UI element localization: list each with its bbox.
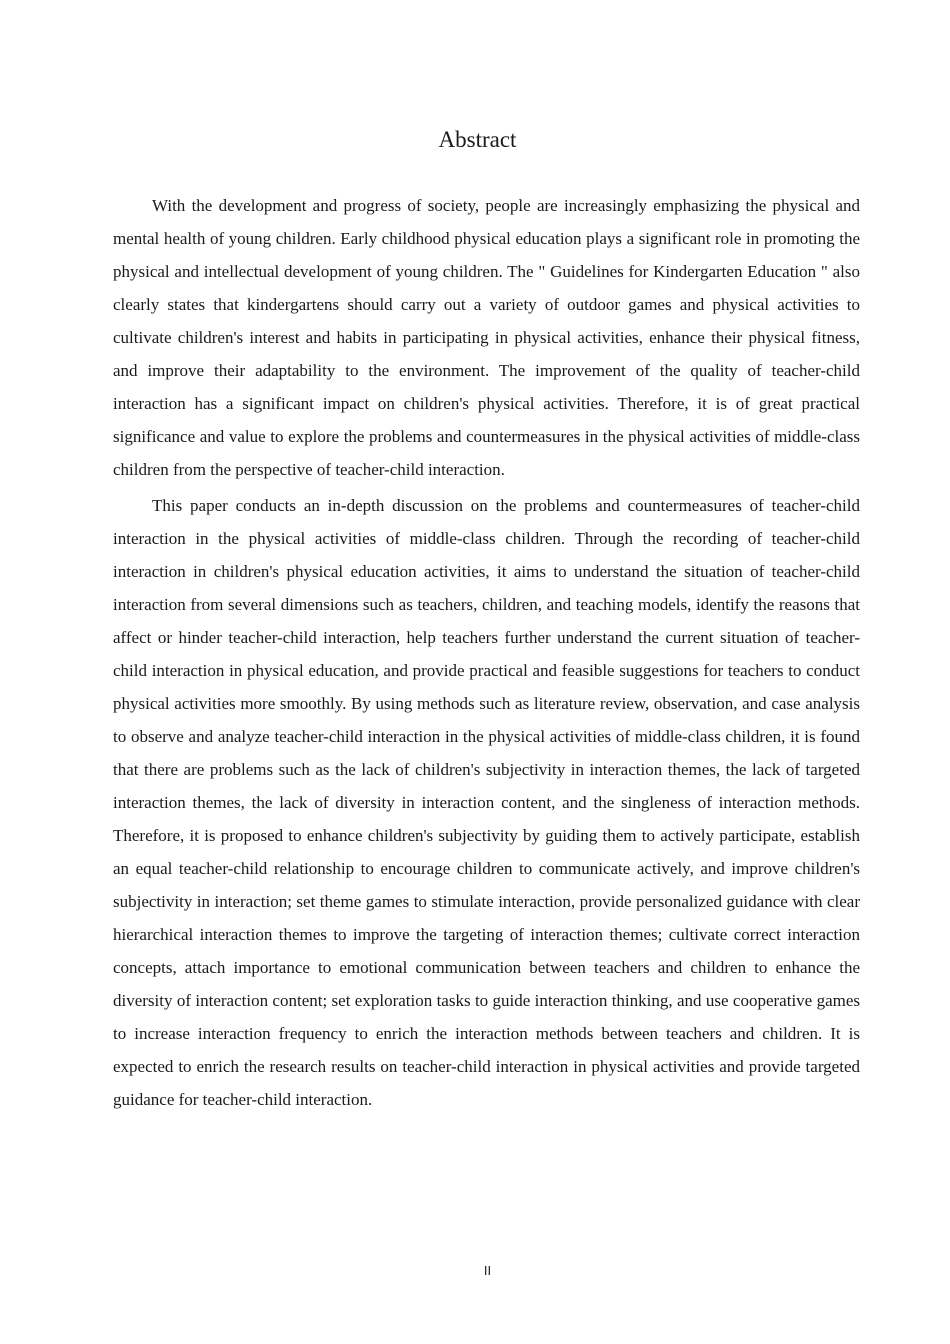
abstract-paragraph-1: With the development and progress of society, people are increasingly emphasizing the physical and mental health of young children. Early childhood physical education plays a significant role in promoting the physical and intellectual development of young children. The " Guidelines for Kindergarten Education " also clearly states that kindergartens should carry out a variety of outdoor games and physical activities to cultivate children's interest and habits in participating in physical activities, enhance their physical fitness, and improve their adaptability to the environment. The improvement of the quality of teacher-child interaction has a significant impact on children's physical activities. Therefore, it is of great practical significance and value to explore the problems and countermeasures in the physical activities of middle-class children from the perspective of teacher-child interaction. [113,196,860,479]
abstract-paragraph-2: This paper conducts an in-depth discussion on the problems and countermeasures of teacher-child interaction in the physical activities of middle-class children. Through the recording of teacher-child interaction in children's physical education activities, it aims to understand the situation of teacher-child interaction from several dimensions such as teachers, children, and teaching models, identify the reasons that affect or hinder teacher-child interaction, help teachers further understand the current situation of teacher-child interaction in physical education, and provide practical and feasible suggestions for teachers to conduct physical activities more smoothly. By using methods such as literature review, observation, and case analysis to observe and analyze teacher-child interaction in the physical activities of middle-class children, it is found that there are problems such as the lack of children's subjectivity in interaction themes, the lack of targeted interaction themes, the lack of diversity in interaction content, and the singleness of interaction methods. Therefore, it is proposed to enhance children's subjectivity by guiding them to actively participate, establish an equal teacher-child relationship to encourage children to communicate actively, and improve children's subjectivity in interaction; set theme games to stimulate interaction, provide personalized guidance with clear hierarchical interaction themes to improve the targeting of interaction themes; cultivate correct interaction concepts, attach importance to emotional communication between teachers and children to enhance the diversity of interaction content; set exploration tasks to guide interaction thinking, and use cooperative games to increase interaction frequency to enrich the interaction methods between teachers and children. It is expected to enrich the research results on teacher-child interaction in physical activities and provide targeted guidance for teacher-child interaction. [113,496,860,1109]
abstract-title: Abstract [438,127,517,152]
abstract-body [113,189,860,1116]
page-number: II [483,1263,492,1278]
